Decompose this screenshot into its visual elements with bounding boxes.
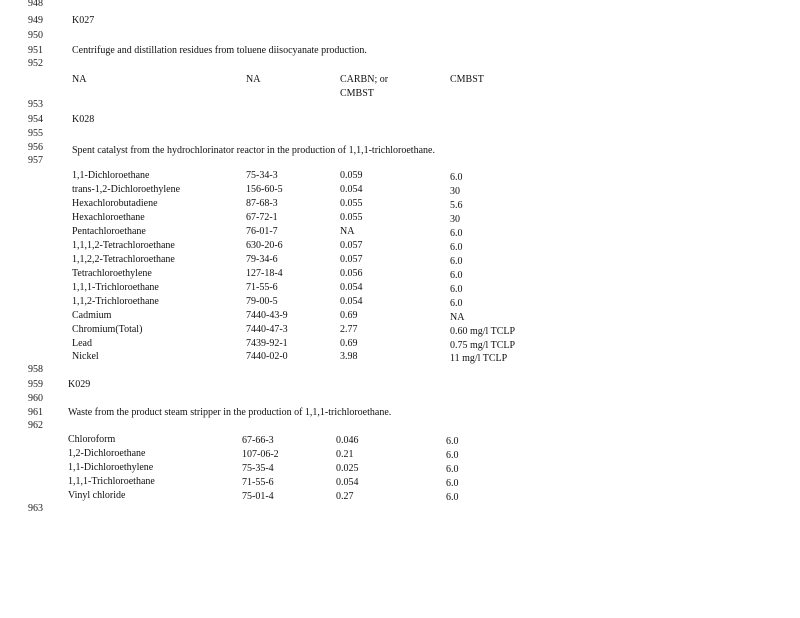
cas-cell: 76-01-7 <box>246 226 278 237</box>
constituent-cell: Hexachlorobutadiene <box>72 198 158 209</box>
nonwastewater-cell: 6.0 <box>446 478 459 489</box>
cas-cell: 87-68-3 <box>246 198 278 209</box>
constituent-cell: 1,1,1-Trichloroethane <box>68 476 155 487</box>
constituent-cell: 1,1,2,2-Tetrachloroethane <box>72 254 175 265</box>
line-number: 961 <box>28 407 43 418</box>
cas-cell: 156-60-5 <box>246 184 283 195</box>
constituent-cell: Cadmium <box>72 310 112 321</box>
nonwastewater-cell: 6.0 <box>450 228 463 239</box>
wastewater-cell: 0.054 <box>340 282 363 293</box>
nonwastewater-cell: CMBST <box>450 74 484 85</box>
constituent-cell: 1,1,1,2-Tetrachloroethane <box>72 240 175 251</box>
nonwastewater-cell: 6.0 <box>450 242 463 253</box>
waste-description: Waste from the product steam stripper in the production of 1,1,1-trichloroethane. <box>68 407 392 418</box>
wastewater-cell: 0.056 <box>340 268 363 279</box>
constituent-cell: Pentachloroethane <box>72 226 146 237</box>
wastewater-cell: 0.054 <box>336 477 359 488</box>
nonwastewater-cell: 6.0 <box>446 436 459 447</box>
line-number: 953 <box>28 99 43 110</box>
nonwastewater-cell: 30 <box>450 214 460 225</box>
line-number: 948 <box>28 0 43 9</box>
wastewater-cell: 0.057 <box>340 254 363 265</box>
wastewater-cell: 0.054 <box>340 296 363 307</box>
line-number: 957 <box>28 155 43 166</box>
cas-cell: 7440-47-3 <box>246 324 288 335</box>
line-number: 959 <box>28 379 43 390</box>
cas-cell: 75-34-3 <box>246 170 278 181</box>
line-number: 958 <box>28 364 43 375</box>
cas-cell: 127-18-4 <box>246 268 283 279</box>
constituent-cell: 1,1-Dichloroethane <box>72 170 150 181</box>
constituent-cell: Lead <box>72 338 92 349</box>
nonwastewater-cell: 6.0 <box>450 172 463 183</box>
nonwastewater-cell: 6.0 <box>450 270 463 281</box>
waste-description: Centrifuge and distillation residues from toluene diisocyanate production. <box>72 45 367 56</box>
cas-cell: 107-06-2 <box>242 449 279 460</box>
wastewater-cell: 3.98 <box>340 351 358 362</box>
line-number: 955 <box>28 128 43 139</box>
wastewater-cell: NA <box>340 226 355 237</box>
cas-cell: 7440-02-0 <box>246 351 288 362</box>
cas-cell: 79-00-5 <box>246 296 278 307</box>
waste-code: K029 <box>68 379 91 390</box>
constituent-cell: Chromium(Total) <box>72 324 143 335</box>
waste-code: K027 <box>72 15 95 26</box>
nonwastewater-cell: 6.0 <box>446 450 459 461</box>
line-number: 952 <box>28 58 43 69</box>
constituent-cell: trans-1,2-Dichloroethylene <box>72 184 181 195</box>
nonwastewater-cell: 0.75 mg/l TCLP <box>450 340 516 351</box>
nonwastewater-cell: 30 <box>450 186 460 197</box>
wastewater-cell: 2.77 <box>340 324 358 335</box>
nonwastewater-cell: 5.6 <box>450 200 463 211</box>
nonwastewater-cell: 6.0 <box>450 256 463 267</box>
wastewater-cell: 0.69 <box>340 338 358 349</box>
wastewater-cell: 0.054 <box>340 184 363 195</box>
nonwastewater-cell: 11 mg/l TCLP <box>450 353 508 364</box>
wastewater-cell: 0.046 <box>336 435 359 446</box>
line-number: 950 <box>28 30 43 41</box>
line-number: 956 <box>28 142 43 153</box>
wastewater-cell: 0.059 <box>340 170 363 181</box>
cas-cell: 7439-92-1 <box>246 338 288 349</box>
cas-cell: 67-66-3 <box>242 435 274 446</box>
line-number: 963 <box>28 503 43 514</box>
constituent-cell: Vinyl chloride <box>68 490 126 501</box>
constituent-cell: 1,1,1-Trichloroethane <box>72 282 159 293</box>
constituent-cell: Hexachloroethane <box>72 212 145 223</box>
constituent-cell: NA <box>72 74 87 85</box>
cas-cell: 75-35-4 <box>242 463 274 474</box>
line-number: 960 <box>28 393 43 404</box>
wastewater-cell: 0.025 <box>336 463 359 474</box>
waste-code: K028 <box>72 114 95 125</box>
waste-description: Spent catalyst from the hydrochlorinator reactor in the production of 1,1,1-trichloroethane. <box>72 145 435 156</box>
wastewater-cell: 0.055 <box>340 198 363 209</box>
line-number: 954 <box>28 114 43 125</box>
constituent-cell: 1,1-Dichloroethylene <box>68 462 154 473</box>
wastewater-cell: 0.69 <box>340 310 358 321</box>
nonwastewater-cell: 0.60 mg/l TCLP <box>450 326 516 337</box>
wastewater-cell: CARBN; or <box>340 74 389 85</box>
cas-cell: 71-55-6 <box>242 477 274 488</box>
line-number: 949 <box>28 15 43 26</box>
cas-cell: 71-55-6 <box>246 282 278 293</box>
nonwastewater-cell: 6.0 <box>450 298 463 309</box>
nonwastewater-cell: 6.0 <box>446 492 459 503</box>
nonwastewater-cell: NA <box>450 312 465 323</box>
cas-cell: 79-34-6 <box>246 254 278 265</box>
nonwastewater-cell: 6.0 <box>450 284 463 295</box>
cas-cell: 67-72-1 <box>246 212 278 223</box>
constituent-cell: Chloroform <box>68 434 116 445</box>
nonwastewater-cell: 6.0 <box>446 464 459 475</box>
constituent-cell: Tetrachloroethylene <box>72 268 152 279</box>
wastewater-cell-continued: CMBST <box>340 88 374 99</box>
line-number: 962 <box>28 420 43 431</box>
cas-cell: 630-20-6 <box>246 240 283 251</box>
constituent-cell: Nickel <box>72 351 99 362</box>
line-number: 951 <box>28 45 43 56</box>
wastewater-cell: 0.21 <box>336 449 354 460</box>
wastewater-cell: 0.27 <box>336 491 354 502</box>
cas-cell: 7440-43-9 <box>246 310 288 321</box>
cas-cell: NA <box>246 74 261 85</box>
cas-cell: 75-01-4 <box>242 491 274 502</box>
wastewater-cell: 0.055 <box>340 212 363 223</box>
constituent-cell: 1,2-Dichloroethane <box>68 448 146 459</box>
wastewater-cell: 0.057 <box>340 240 363 251</box>
constituent-cell: 1,1,2-Trichloroethane <box>72 296 159 307</box>
